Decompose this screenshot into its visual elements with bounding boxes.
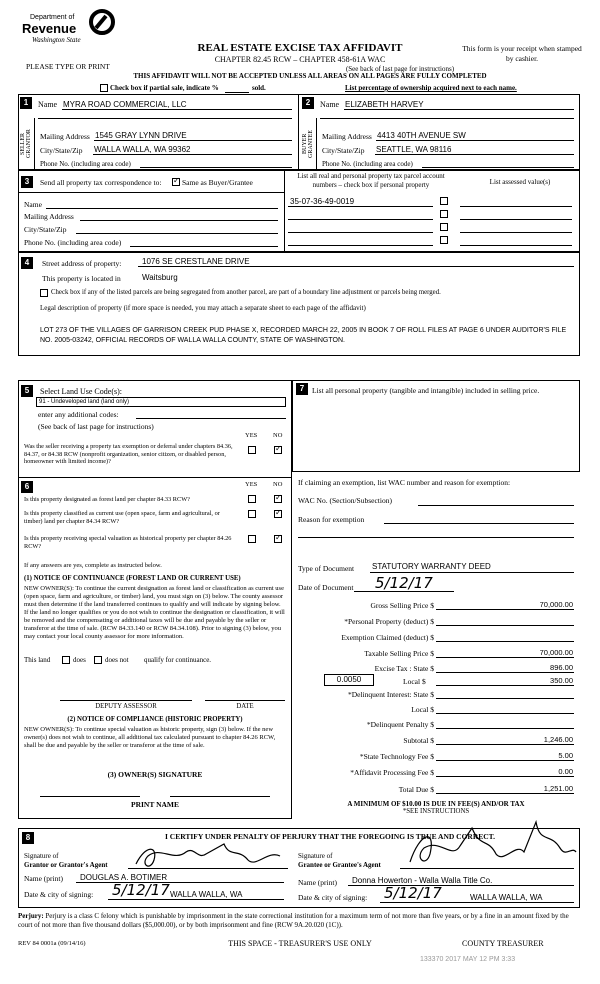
- if-yes-note: If any answers are yes, complete as instructed below.: [24, 562, 162, 569]
- section-6-number: 6: [21, 481, 33, 493]
- land-use-label: Select Land Use Code(s):: [40, 387, 122, 396]
- reason-line-1: [384, 523, 574, 524]
- total-due-line: [436, 793, 574, 794]
- forest-yes-checkbox[interactable]: [248, 495, 256, 503]
- grantee-sig-line: [400, 868, 574, 869]
- doc-date-label: Date of Document: [298, 583, 354, 592]
- recording-stamp: 133370 2017 MAY 12 PM 3:33: [420, 956, 516, 963]
- section-3-header-rule: [18, 192, 284, 193]
- print-name-line-left: [40, 796, 140, 797]
- this-land-label: This land: [24, 656, 51, 664]
- grantor-signature[interactable]: [128, 838, 288, 872]
- doc-type-line: [370, 572, 574, 573]
- parcel-line-3: [288, 232, 433, 233]
- additional-codes-label: enter any additional codes:: [38, 410, 119, 419]
- deputy-assessor-label: DEPUTY ASSESSOR: [95, 703, 157, 710]
- s3-name-line: [46, 208, 278, 209]
- grantee-name-label: Name (print): [298, 878, 337, 887]
- notice-continuance-title: (1) NOTICE OF CONTINUANCE (FOREST LAND OR CURRENT USE): [24, 575, 241, 582]
- buyer-phone-line: [422, 167, 574, 168]
- s3-phone-label: Phone No. (including area code): [24, 238, 122, 247]
- subtotal-label: Subtotal $: [403, 736, 434, 745]
- perjury-note: [18, 912, 580, 930]
- seller-side-rule: [34, 118, 35, 170]
- forest-question: Is this property designated as forest land per chapter 84.33 RCW?: [24, 496, 190, 503]
- section-8-number: 8: [22, 832, 34, 844]
- chapter: CHAPTER 82.45 RCW – CHAPTER 458-61A WAC: [214, 55, 386, 64]
- partial-sale-label: Check box if partial sale, indicate %: [110, 84, 219, 92]
- affidavit-fee-value[interactable]: 0.00: [558, 767, 573, 776]
- grantor-city[interactable]: WALLA WALLA, WA: [170, 890, 243, 899]
- tech-fee-value[interactable]: 5.00: [558, 751, 573, 760]
- personal-deduct-label: *Personal Property (deduct) $: [344, 617, 434, 626]
- form-title: REAL ESTATE EXCISE TAX AFFIDAVIT: [197, 42, 403, 54]
- delinquent-penalty-label: *Delinquent Penalty $: [366, 720, 434, 729]
- section-1-number: 1: [20, 97, 32, 109]
- delinquent-interest-line: [436, 698, 574, 699]
- seller-city-line: [93, 154, 292, 155]
- grantor-name-line: [76, 882, 284, 883]
- buyer-side-label: BUYER GRANTEE: [302, 130, 314, 158]
- deputy-line: [60, 700, 192, 701]
- grantor-sig-label-2: Grantor or Grantor's Agent: [24, 861, 108, 869]
- local-tax-line: [436, 685, 574, 686]
- parcel-header: List all real and personal property tax parcel account numbers – check box if personal property: [297, 172, 445, 189]
- s3-address-label: Mailing Address: [24, 212, 74, 221]
- dept-line2: Revenue: [22, 21, 77, 36]
- notice-compliance-text: NEW OWNER(S): To continue special valuation as historic property, sign (3) below. If the new owner(s) does not wish to continue, all additional tax calculated pursuant to chapter 84.26 RCW, shall be due and payable by the seller or transferor at the time of sale.: [24, 726, 276, 749]
- taxable-label: Taxable Selling Price $: [364, 649, 434, 658]
- doc-date-line: [354, 591, 454, 592]
- affidavit-fee-label: *Affidavit Processing Fee $: [350, 768, 434, 777]
- local-tax-value[interactable]: 350.00: [550, 676, 573, 685]
- certify-statement: I CERTIFY UNDER PENALTY OF PERJURY THAT THE FOREGOING IS TRUE AND CORRECT.: [164, 832, 495, 841]
- print-name-label: PRINT NAME: [131, 800, 179, 809]
- section-2-number: 2: [302, 97, 314, 109]
- segregated-checkbox[interactable]: [40, 289, 48, 297]
- seller-address-line: [94, 140, 292, 141]
- does-not-label: does not: [105, 656, 129, 664]
- does-label: does: [73, 656, 86, 664]
- historic-yes-checkbox[interactable]: [248, 535, 256, 543]
- subtotal-value[interactable]: 1,246.00: [543, 735, 573, 744]
- exemption-question: Was the seller receiving a property tax exemption or deferral under chapters 84.36, 84.37, or 84.38 RCW (nonprofit organization, senior citizen, or disabled person, homeowner with limited income)?: [24, 443, 233, 465]
- section-7-number: 7: [296, 383, 308, 395]
- percentage-note: List percentage of ownership acquired next to each name.: [345, 84, 517, 92]
- please-type: PLEASE TYPE OR PRINT: [26, 62, 110, 71]
- minimum-note: A MINIMUM OF $10.00 IS DUE IN FEE(S) AND/OR TAX: [347, 800, 525, 808]
- claim-exemption-label: If claiming an exemption, list WAC number and reason for exemption:: [298, 478, 511, 487]
- tech-fee-label: *State Technology Fee $: [359, 752, 434, 761]
- notice-compliance-title: (2) NOTICE OF COMPLIANCE (HISTORIC PROPERTY): [67, 716, 243, 723]
- buyer-address-line: [376, 140, 574, 141]
- buyer-name-label: Name: [320, 100, 340, 109]
- seller-blank-line: [38, 118, 292, 119]
- does-checkbox[interactable]: [62, 656, 70, 664]
- s3-phone-line: [130, 246, 278, 247]
- street-address[interactable]: 1076 SE CRESTLANE DRIVE: [142, 257, 250, 266]
- located-city[interactable]: Waitsburg: [142, 273, 178, 282]
- wac-label: WAC No. (Section/Subsection): [298, 496, 392, 505]
- assessed-line-1: [460, 206, 572, 207]
- located-label: This property is located in: [42, 274, 121, 283]
- perjury-text: Perjury is a class C felony which is punishable by imprisonment in the state correctional institution for a maximum term of not more than five years, or by a fine in an amount fixed by the court of not more than five thousand dollars ($5,000.00), or by both imprisonment and fine (RCW 9A.20.020 (1C)).: [18, 912, 569, 929]
- legal-label: Legal description of property (if more space is needed, you may attach a separate sheet to each page of the affidavit): [40, 304, 366, 312]
- parcel-line-2: [288, 219, 433, 220]
- state-tax-label: Excise Tax : State $: [374, 664, 434, 673]
- rev-number: REV 84 0001a (09/14/16): [18, 940, 86, 947]
- assessed-line-3: [460, 232, 572, 233]
- buyer-address-label: Mailing Address: [322, 132, 372, 141]
- historic-no-checkbox[interactable]: [274, 535, 282, 543]
- assessed-line-2: [460, 219, 572, 220]
- partial-pct-line: [225, 92, 249, 93]
- exemption-deduct-line: [436, 641, 574, 642]
- gross-line: [436, 609, 574, 610]
- personal-property-list-label: List all personal property (tangible and intangible) included in selling price.: [312, 386, 540, 395]
- personal-property-checkbox-1[interactable]: [440, 197, 448, 205]
- personal-property-checkbox-2[interactable]: [440, 210, 448, 218]
- gross-value[interactable]: 70,000.00: [539, 600, 573, 609]
- taxable-value[interactable]: 70,000.00: [539, 648, 573, 657]
- doc-type[interactable]: STATUTORY WARRANTY DEED: [372, 562, 491, 571]
- date-line: [205, 700, 285, 701]
- grantee-name-line: [348, 885, 574, 886]
- grantee-signature[interactable]: [400, 818, 580, 870]
- s3-city-label: City/State/Zip: [24, 225, 67, 234]
- s5-yes-label: YES: [245, 432, 258, 439]
- seller-name[interactable]: MYRA ROAD COMMERCIAL, LLC: [63, 100, 187, 109]
- seller-phone-line: [140, 167, 292, 168]
- section-5-number: 5: [21, 385, 33, 397]
- exemption-yes-checkbox[interactable]: [248, 446, 256, 454]
- grantee-sig-label-1: Signature of: [298, 852, 333, 860]
- assessed-header: List assessed value(s): [489, 178, 551, 186]
- reason-label: Reason for exemption: [298, 515, 365, 524]
- personal-property-checkbox-4[interactable]: [440, 236, 448, 244]
- same-as-buyer-label: Same as Buyer/Grantee: [182, 178, 253, 187]
- seller-side-label: SELLER GRANTOR: [20, 129, 32, 159]
- section-3-divider: [284, 170, 285, 252]
- current-use-question: Is this property classified as current use (open space, farm and agricultural, or timber) land per chapter 84.34 RCW?: [24, 510, 220, 525]
- parcel-line-4: [288, 245, 433, 246]
- affidavit-fee-line: [436, 776, 574, 777]
- section-4-number: 4: [21, 257, 33, 269]
- grantor-sig-line: [128, 868, 288, 869]
- section-3-number: 3: [21, 176, 33, 188]
- dept-line3: Washington State: [32, 36, 81, 44]
- street-label: Street address of property:: [42, 259, 122, 268]
- s5-no-label: NO: [273, 432, 283, 439]
- buyer-phone-label: Phone No. (including area code): [322, 160, 413, 168]
- doc-date[interactable]: 5/12/17: [375, 574, 433, 592]
- additional-codes-line: [136, 418, 286, 419]
- s5-s6-divider: [18, 477, 292, 478]
- grantee-date[interactable]: 5/12/17: [384, 884, 442, 902]
- delinquent-interest-label: *Delinquent Interest: State $: [347, 690, 434, 699]
- historic-question: Is this property receiving special valuation as historical property per chapter 84.26 RCW?: [24, 535, 232, 550]
- seller-city-label: City/State/Zip: [40, 146, 83, 155]
- s6-no-label: NO: [273, 481, 283, 488]
- grantee-name[interactable]: Donna Howerton - Walla Walla Title Co.: [352, 876, 493, 885]
- street-line: [138, 266, 574, 267]
- buyer-city[interactable]: SEATTLE, WA 98116: [376, 145, 452, 154]
- seller-phone-label: Phone No. (including area code): [40, 160, 131, 168]
- grantor-name[interactable]: DOUGLAS A. BOTIMER: [80, 873, 168, 882]
- seller-name-label: Name: [38, 100, 58, 109]
- see-instructions: *SEE INSTRUCTIONS: [402, 808, 470, 815]
- treasurer-space: THIS SPACE - TREASURER'S USE ONLY: [228, 939, 372, 948]
- delinquent-local-label: Local $: [411, 705, 434, 714]
- s5-see-back: (See back of last page for instructions): [38, 422, 154, 431]
- legal-description[interactable]: LOT 273 OF THE VILLAGES OF GARRISON CREEK PUD PHASE X, RECORDED MARCH 22, 2005 IN BOOK 7 OF ROLL FILES AT PAGE 6 UNDER AUDITOR'S FILE NO. 2005-03242, OFFICIAL RECORDS OF WALLA WALLA COUNTY, STATE OF WASHINGTON.: [40, 327, 567, 344]
- perjury-label: Perjury:: [18, 912, 44, 920]
- grantor-sig-label-1: Signature of: [24, 852, 59, 860]
- grantor-name-label: Name (print): [24, 874, 63, 883]
- dor-logo: [20, 8, 115, 48]
- land-use-select[interactable]: 91 - Undeveloped land (land only): [36, 397, 286, 407]
- personal-property-checkbox-3[interactable]: [440, 223, 448, 231]
- grantor-date-label: Date & city of signing:: [24, 890, 94, 899]
- buyer-city-line: [375, 154, 574, 155]
- seller-name-line: [62, 109, 292, 110]
- delinquent-local-line: [436, 713, 574, 714]
- grantee-sig-label-2: Grantee or Grantee's Agent: [298, 861, 381, 869]
- partial-sale-checkbox[interactable]: [100, 84, 108, 92]
- date-label: DATE: [236, 703, 254, 710]
- see-back: (See back of last page for instructions): [345, 65, 455, 73]
- does-not-checkbox[interactable]: [94, 656, 102, 664]
- total-due-label: Total Due $: [398, 785, 434, 794]
- local-tax-label: Local $: [403, 677, 426, 686]
- subtotal-line: [436, 744, 574, 745]
- grantee-city[interactable]: WALLA WALLA, WA: [470, 893, 543, 902]
- parties-divider: [298, 94, 299, 170]
- s3-address-line: [80, 220, 278, 221]
- print-name-line-right: [170, 796, 270, 797]
- s3-name-label: Name: [24, 200, 42, 209]
- current-use-yes-checkbox[interactable]: [248, 510, 256, 518]
- warning: THIS AFFIDAVIT WILL NOT BE ACCEPTED UNLESS ALL AREAS ON ALL PAGES ARE FULLY COMPLETED: [133, 72, 487, 80]
- exemption-no-checkbox[interactable]: [274, 446, 282, 454]
- grantee-date-label: Date & city of signing:: [298, 893, 368, 902]
- buyer-name-line: [344, 109, 574, 110]
- buyer-address[interactable]: 4413 40TH AVENUE SW: [377, 131, 466, 140]
- county-treasurer: COUNTY TREASURER: [462, 939, 544, 948]
- sold-label: sold.: [252, 84, 266, 92]
- buyer-blank-line: [320, 118, 574, 119]
- wac-line: [418, 505, 574, 506]
- s6-yes-label: YES: [245, 481, 258, 488]
- local-rate-box[interactable]: 0.0050: [324, 674, 374, 686]
- notice-continuance-text: NEW OWNER(S): To continue the current designation as forest land or classification as current use (open space, farm and agriculture, or timber) land, you must sign on (3) below. The county assessor must then determine if the land transferred continues to qualify and will indicate by signing below. If the land no longer qualifies or you do not wish to continue the designation or classification, it will be removed and the compensating or additional taxes will be due and payable by the seller or transferor at the time of sale. (RCW 84.33.140 or RCW 84.34.108). Prior to signing (3) below, you may contact your local county assessor for more information.: [24, 585, 285, 640]
- exemption-deduct-label: Exemption Claimed (deduct) $: [341, 633, 434, 642]
- qualify-label: qualify for continuance.: [144, 656, 212, 664]
- parcel-line-1: [288, 206, 433, 207]
- receipt-note: This form is your receipt when stamped by cashier.: [462, 44, 582, 63]
- buyer-name[interactable]: ELIZABETH HARVEY: [345, 100, 424, 109]
- buyer-side-rule: [316, 118, 317, 170]
- same-as-buyer-checkbox[interactable]: [172, 178, 180, 186]
- taxable-line: [436, 657, 574, 658]
- assessed-line-4: [460, 245, 572, 246]
- grantor-date[interactable]: 5/12/17: [112, 881, 170, 899]
- state-tax-line: [436, 672, 574, 673]
- dept-line1: Department of: [30, 14, 75, 21]
- segregated-label: Check box if any of the listed parcels are being segregated from another parcel, are part of a boundary line adjustment or parcels being merged.: [51, 289, 441, 296]
- parcel-number[interactable]: 35-07-36-49-0019: [290, 197, 355, 206]
- reason-line-2: [298, 537, 574, 538]
- total-due-value[interactable]: 1,251.00: [543, 784, 573, 793]
- tech-fee-line: [436, 760, 574, 761]
- grantor-date-line: [108, 899, 284, 900]
- gross-label: Gross Selling Price $: [370, 601, 434, 610]
- seller-address-label: Mailing Address: [40, 132, 90, 141]
- doc-type-label: Type of Document: [298, 564, 355, 573]
- personal-deduct-line: [436, 625, 574, 626]
- send-correspondence-label: Send all property tax correspondence to:: [40, 178, 162, 187]
- buyer-city-label: City/State/Zip: [322, 146, 365, 155]
- state-tax-value[interactable]: 896.00: [550, 663, 573, 672]
- seller-city[interactable]: WALLA WALLA, WA 99362: [94, 145, 191, 154]
- current-use-no-checkbox[interactable]: [274, 510, 282, 518]
- seller-address[interactable]: 1545 GRAY LYNN DRIVE: [95, 131, 187, 140]
- forest-no-checkbox[interactable]: [274, 495, 282, 503]
- owner-signature-label: (3) OWNER(S) SIGNATURE: [107, 770, 203, 779]
- delinquent-penalty-line: [436, 728, 574, 729]
- grantee-date-line: [380, 902, 574, 903]
- s3-city-line: [76, 233, 278, 234]
